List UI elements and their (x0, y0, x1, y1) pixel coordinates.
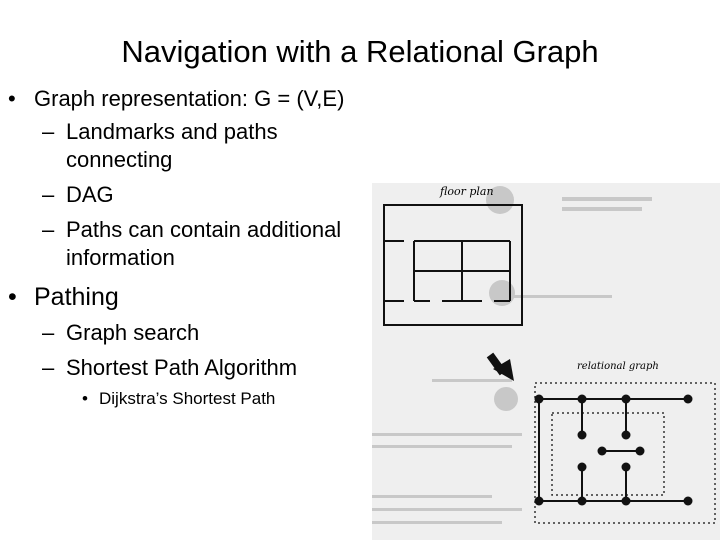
relational-graph-label: relational graph (577, 361, 659, 372)
sub-bullet-continuation: connecting (66, 147, 173, 172)
graph-node (598, 447, 607, 456)
sub-bullet-text: Shortest Path Algorithm (66, 355, 298, 380)
sub-bullet-text: Graph search (66, 320, 200, 345)
sub-bullet-marker: – (42, 320, 55, 345)
graph-node (578, 497, 587, 506)
sub-sub-bullet-text: Dijkstra’s Shortest Path (99, 389, 276, 408)
bullet-marker: • (8, 86, 16, 111)
graph-node (578, 463, 587, 472)
graph-node (622, 497, 631, 506)
graph-node (636, 447, 645, 456)
sub-bullet-marker: – (42, 182, 55, 207)
bullet-marker: • (8, 283, 17, 311)
graph-node (622, 431, 631, 440)
sub-bullet-marker: – (42, 119, 55, 144)
sub-bullet-marker: – (42, 217, 55, 242)
sub-bullet-text: Landmarks and paths (66, 119, 278, 144)
bullet-text: Pathing (34, 283, 119, 311)
floor-plan-graph-illustration (372, 183, 720, 540)
sub-sub-bullet-marker: • (82, 389, 88, 408)
floor-plan-label: floor plan (440, 185, 494, 198)
graph-node (578, 431, 587, 440)
sub-bullet-continuation: information (66, 245, 175, 270)
graph-node (535, 395, 544, 404)
sub-bullet-marker: – (42, 355, 55, 380)
scanned-figure (372, 183, 720, 540)
graph-node (684, 497, 693, 506)
slide-title: Navigation with a Relational Graph (121, 34, 599, 69)
paper-background (372, 183, 720, 540)
graph-node (622, 395, 631, 404)
sub-bullet-text: DAG (66, 182, 114, 207)
graph-node (622, 463, 631, 472)
sub-bullet-text: Paths can contain additional (66, 217, 342, 242)
graph-node (684, 395, 693, 404)
graph-node (535, 497, 544, 506)
bullet-text: Graph representation: G = (V,E) (34, 86, 345, 111)
graph-node (578, 395, 587, 404)
